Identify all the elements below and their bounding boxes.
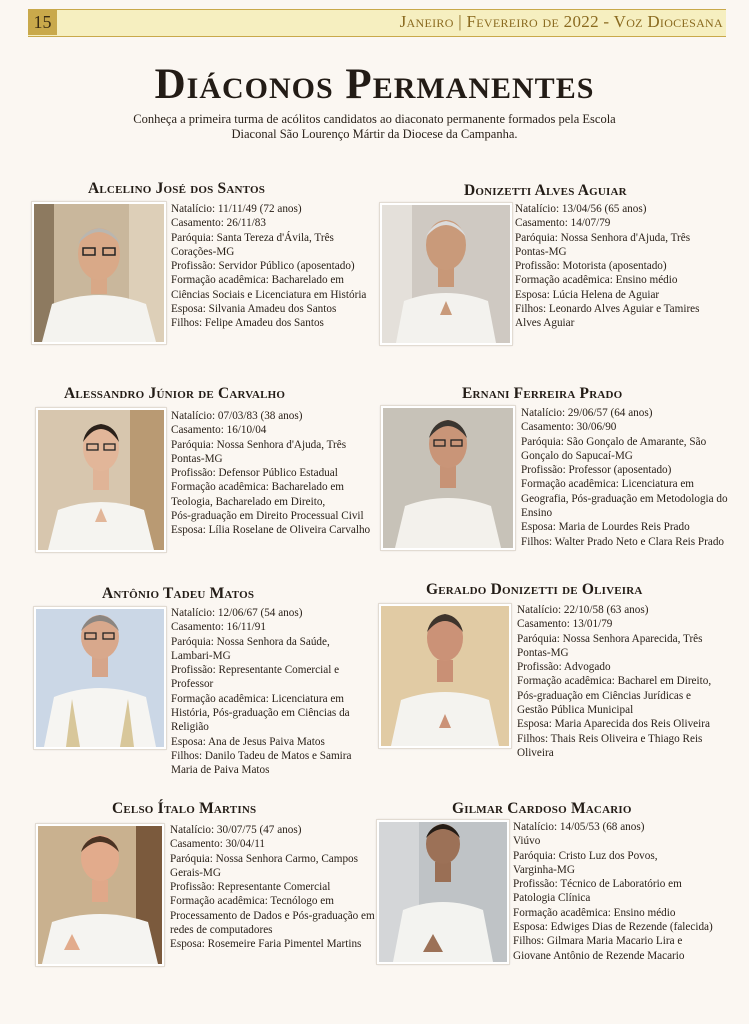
deacon-info (171, 202, 381, 331)
info-line: Casamento: 14/07/79 (515, 217, 611, 230)
info-line: Formação acadêmica: Ensino médio (515, 274, 678, 287)
info-line: Filhos: Leonardo Alves Aguiar e Tamires (515, 303, 700, 316)
info-line: Gonçalo do Sapucaí-MG (521, 449, 633, 462)
deacon-photo (379, 604, 511, 748)
info-line: Natalício: 07/03/83 (38 anos) (171, 410, 303, 422)
info-line: Paróquia: Nossa Senhora d'Ajuda, Três (515, 231, 691, 244)
info-line: Casamento: 30/04/11 (170, 838, 265, 851)
info-line: Gerais-MG (170, 866, 221, 879)
info-line: Paróquia: Cristo Luz dos Povos, (513, 849, 658, 862)
info-line: Natalício: 22/10/58 (63 anos) (517, 604, 649, 616)
info-line: Paróquia: Nossa Senhora da Saúde, (171, 635, 330, 648)
deacon-photo (381, 406, 515, 550)
deacon-name: Ernani Ferreira Prado (462, 385, 623, 402)
info-line: Filhos: Walter Prado Neto e Clara Reis Prado (521, 535, 725, 548)
deacon-info (515, 202, 730, 331)
deacon-info (171, 606, 381, 778)
info-line: Natalício: 30/07/75 (47 anos) (170, 824, 302, 836)
info-line: Corações-MG (171, 245, 235, 258)
deacon-photo (36, 824, 164, 966)
info-line: Religião (171, 721, 209, 734)
info-line: Formação acadêmica: Bacharelado em (171, 481, 345, 494)
deacon-name: Celso Ítalo Martins (112, 800, 257, 817)
deacon-photo (380, 203, 512, 345)
info-line: Esposa: Silvania Amadeu dos Santos (171, 303, 337, 316)
info-line: Esposa: Maria Aparecida dos Reis Oliveira (517, 718, 710, 731)
info-line: Teologia, Bacharelado em Direito, (171, 495, 326, 508)
deacon-info (171, 409, 386, 538)
info-line: Formação acadêmica: Bacharel em Direito, (517, 675, 712, 688)
info-line: Profissão: Representante Comercial e (171, 664, 340, 677)
info-line: Paróquia: São Gonçalo de Amarante, São (521, 435, 707, 448)
info-line: Giovane Antônio de Rezende Macario (513, 949, 685, 962)
info-line: Pontas-MG (171, 452, 223, 465)
deacon-name: Alcelino José dos Santos (88, 180, 266, 197)
info-line: Formação acadêmica: Tecnólogo em (170, 895, 334, 908)
info-line: Patologia Clínica (513, 892, 591, 905)
info-line: Varginha-MG (513, 863, 575, 876)
info-line: Profissão: Professor (aposentado) (521, 464, 672, 477)
info-line: Filhos: Gilmara Maria Macario Lira e (513, 935, 683, 948)
info-line: Casamento: 16/11/91 (171, 621, 266, 634)
deacon-photo (36, 408, 166, 552)
info-line: Esposa: Maria de Lourdes Reis Prado (521, 521, 690, 534)
info-line: Pós-graduação em Direito Processual Civil (171, 510, 364, 523)
info-line: Natalício: 12/06/67 (54 anos) (171, 607, 303, 619)
info-line: Paróquia: Nossa Senhora d'Ajuda, Três (171, 438, 347, 451)
info-line: Profissão: Advogado (517, 661, 611, 674)
info-line: Esposa: Ana de Jesus Paiva Matos (171, 735, 325, 748)
info-line: Oliveira (517, 746, 554, 759)
info-line: Pontas-MG (517, 646, 569, 659)
info-line: Maria de Paiva Matos (171, 764, 270, 777)
publication-title: Janeiro | Fevereiro de 2022 - Voz Diocesana (399, 12, 723, 31)
info-line: Ensino (521, 507, 553, 520)
info-line: Pontas-MG (515, 245, 567, 258)
deacon-info (513, 820, 728, 963)
info-line: Paróquia: Santa Tereza d'Ávila, Três (171, 231, 334, 244)
deacon-info (521, 406, 736, 549)
info-line: Casamento: 30/06/90 (521, 421, 617, 434)
info-line: Natalício: 29/06/57 (64 anos) (521, 407, 653, 419)
deacon-photo (377, 820, 509, 964)
info-line: Formação acadêmica: Ensino médio (513, 906, 676, 919)
info-line: Esposa: Edwiges Dias de Rezende (falecida) (513, 921, 713, 934)
deacon-name: Antônio Tadeu Matos (102, 585, 255, 602)
info-line: Pós-graduação em Ciências Jurídicas e (517, 689, 691, 702)
info-line: Esposa: Rosemeire Faria Pimentel Martins (170, 938, 362, 951)
info-line: Filhos: Thais Reis Oliveira e Thiago Reis (517, 732, 703, 745)
info-line: Lambari-MG (171, 649, 231, 662)
info-line: Processamento de Dados e Pós-graduação em (170, 909, 375, 922)
info-line: Professor (171, 678, 214, 691)
deacon-photo (32, 202, 166, 344)
info-line: Filhos: Felipe Amadeu dos Santos (171, 317, 324, 330)
info-line: Profissão: Motorista (aposentado) (515, 260, 667, 273)
deacon-info (517, 603, 732, 760)
info-line: Geografia, Pós-graduação em Metodologia do (521, 492, 728, 505)
info-line: Esposa: Lília Roselane de Oliveira Carvalho (171, 524, 371, 537)
info-line: Paróquia: Nossa Senhora Aparecida, Três (517, 632, 703, 645)
info-line: Profissão: Defensor Público Estadual (171, 467, 338, 480)
info-line: Profissão: Representante Comercial (170, 881, 331, 894)
info-line: Formação acadêmica: Licenciatura em (521, 478, 694, 491)
deacon-name: Alessandro Júnior de Carvalho (64, 385, 286, 402)
info-line: Natalício: 11/11/49 (72 anos) (171, 203, 302, 215)
info-line: Alves Aguiar (515, 317, 575, 330)
page-number: 15 (28, 9, 57, 35)
page-subtitle: Conheça a primeira turma de acólitos candidatos ao diaconato permanente formados pela Escola Diaconal São Lourenço Mártir da Diocese da Campanha. (133, 112, 616, 141)
info-line: Natalício: 13/04/56 (65 anos) (515, 203, 647, 215)
deacon-photo (34, 607, 166, 749)
info-line: Viúvo (513, 835, 541, 848)
info-line: Casamento: 26/11/83 (171, 217, 266, 230)
info-line: Filhos: Danilo Tadeu de Matos e Samira (171, 749, 352, 762)
info-line: Formação acadêmica: Licenciatura em (171, 692, 344, 705)
info-line: Ciências Sociais e Licenciatura em História (171, 288, 367, 301)
deacon-name: Geraldo Donizetti de Oliveira (426, 581, 643, 598)
info-line: Esposa: Lúcia Helena de Aguiar (515, 288, 660, 301)
info-line: Natalício: 14/05/53 (68 anos) (513, 821, 645, 833)
deacon-name: Gilmar Cardoso Macario (452, 800, 632, 817)
info-line: Casamento: 13/01/79 (517, 618, 613, 631)
page-title: Diáconos Permanentes (154, 61, 595, 108)
info-line: redes de computadores (170, 924, 273, 937)
info-line: Gestão Pública Municipal (517, 704, 634, 717)
info-line: Paróquia: Nossa Senhora Carmo, Campos (170, 852, 358, 865)
deacon-name: Donizetti Alves Aguiar (464, 182, 627, 199)
deacon-info (170, 823, 385, 952)
info-line: História, Pós-graduação em Ciências da (171, 707, 350, 720)
info-line: Casamento: 16/10/04 (171, 424, 267, 437)
info-line: Profissão: Técnico de Laboratório em (513, 878, 682, 891)
info-line: Profissão: Servidor Público (aposentado) (171, 260, 355, 273)
info-line: Formação acadêmica: Bacharelado em (171, 274, 345, 287)
